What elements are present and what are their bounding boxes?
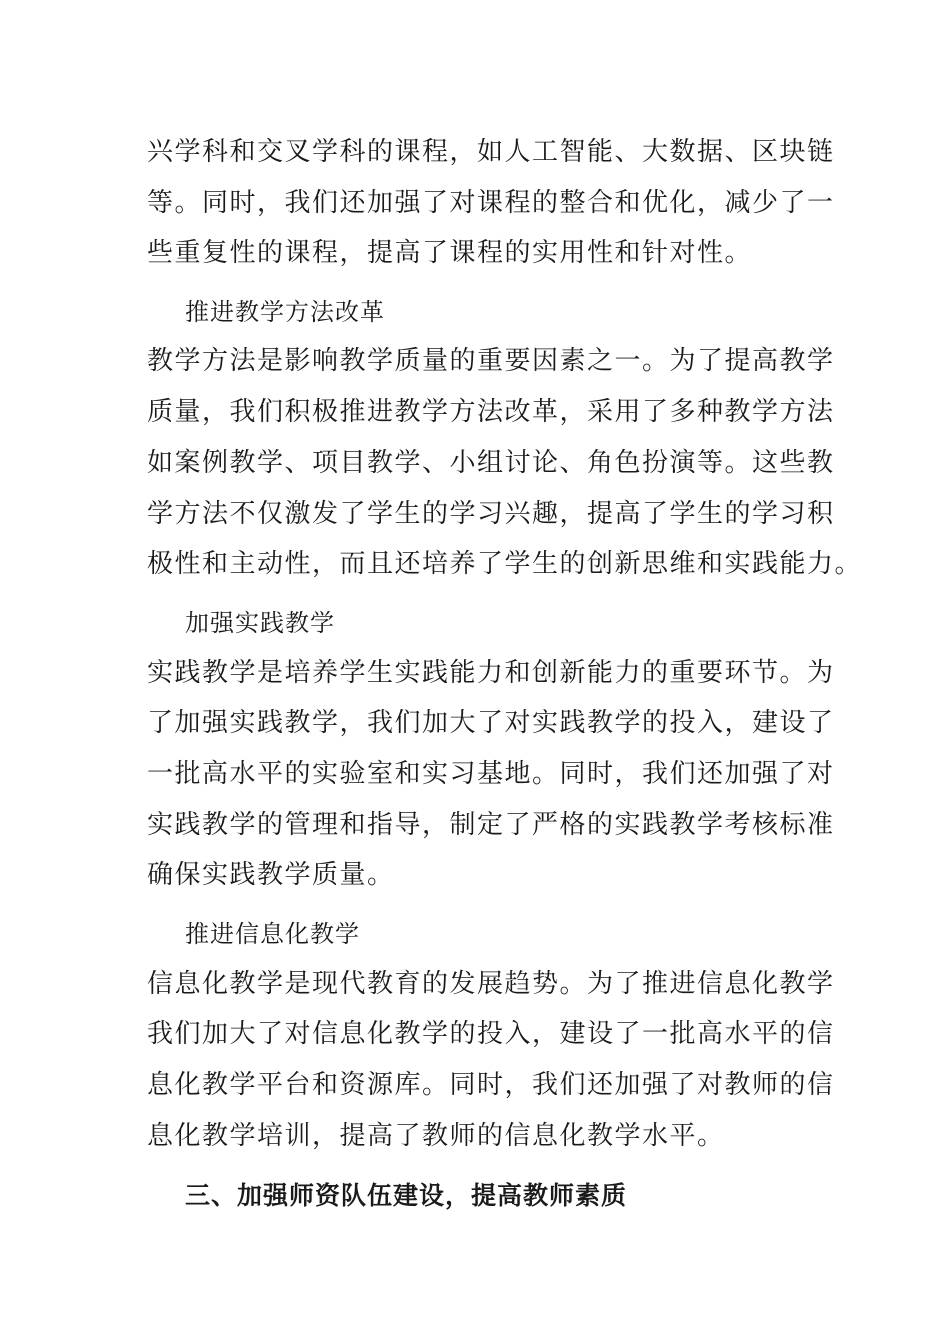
section-heading: 三、加强师资队伍建设，提高教师素质 [185,1181,628,1210]
paragraph-line: 信息化教学是现代教育的发展趋势。为了推进信息化教学 [147,969,835,999]
paragraph-line: 我们加大了对信息化教学的投入，建设了一批高水平的信 [147,1019,835,1049]
paragraph-line: 确保实践教学质量。 [147,860,395,890]
paragraph-line: 质量，我们积极推进教学方法改革，采用了多种教学方法 [147,397,835,427]
paragraph-line: 如案例教学、项目教学、小组讨论、角色扮演等。这些教 [147,448,835,478]
paragraph-line: 息化教学平台和资源库。同时，我们还加强了对教师的信 [147,1070,835,1100]
subsection-heading: 加强实践教学 [185,609,335,637]
subsection-heading: 推进信息化教学 [185,920,360,948]
paragraph-line: 了加强实践教学，我们加大了对实践教学的投入，建设了 [147,708,835,738]
paragraph-line: 一批高水平的实验室和实习基地。同时，我们还加强了对 [147,759,835,789]
paragraph-line: 实践教学的管理和指导，制定了严格的实践教学考核标准 [147,810,835,840]
paragraph-line: 教学方法是影响教学质量的重要因素之一。为了提高教学 [147,346,835,376]
paragraph-line: 息化教学培训，提高了教师的信息化教学水平。 [147,1121,725,1151]
paragraph-line: 学方法不仅激发了学生的学习兴趣，提高了学生的学习积 [147,499,835,529]
paragraph-line: 实践教学是培养学生实践能力和创新能力的重要环节。为 [147,658,835,688]
paragraph-line: 些重复性的课程，提高了课程的实用性和针对性。 [147,238,753,268]
subsection-heading: 推进教学方法改革 [185,298,385,326]
paragraph-line: 兴学科和交叉学科的课程，如人工智能、大数据、区块链 [147,137,835,167]
paragraph-line: 极性和主动性，而且还培养了学生的创新思维和实践能力。 [147,549,863,579]
paragraph-line: 等。同时，我们还加强了对课程的整合和优化，减少了一 [147,188,835,218]
